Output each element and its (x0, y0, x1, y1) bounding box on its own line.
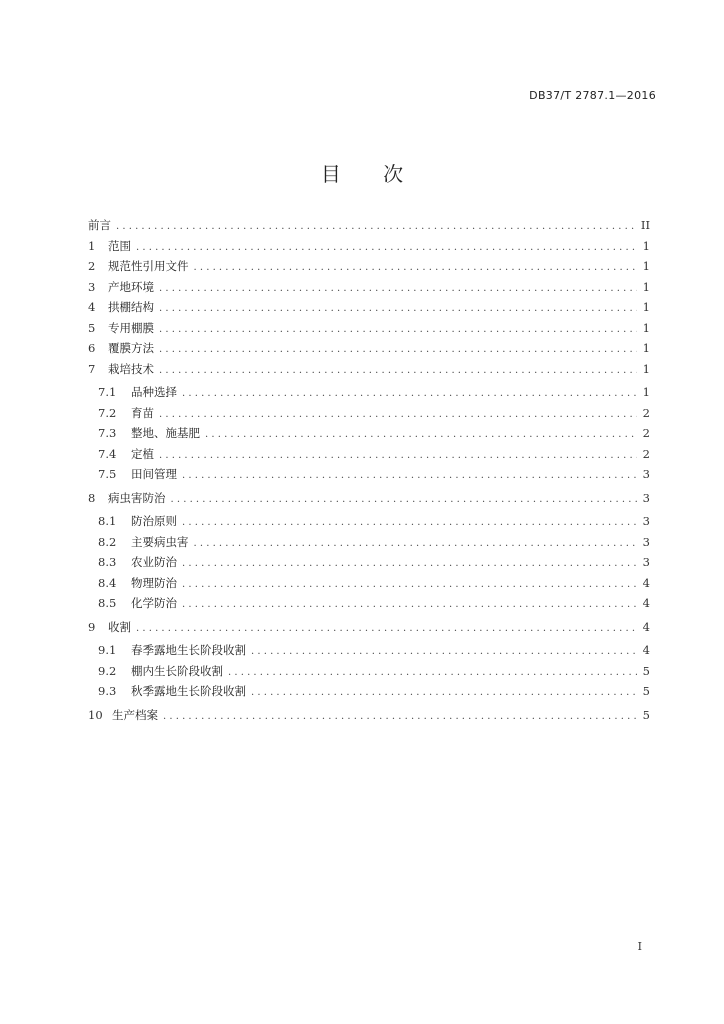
toc-entry-label: 品种选择 (131, 385, 177, 399)
document-code: DB37/T 2787.1—2016 (529, 89, 656, 102)
toc-entry-page: 4 (642, 643, 650, 657)
toc-entry-page: 1 (642, 361, 650, 376)
toc-entry-number: 7.3 (98, 426, 117, 440)
toc-leader-dots (159, 446, 637, 467)
toc-entry-page: 2 (642, 426, 650, 440)
toc-entry[interactable] (88, 464, 650, 485)
toc-entry[interactable] (88, 573, 650, 594)
toc-leader-dots (171, 490, 638, 511)
toc-entry[interactable] (88, 661, 650, 682)
toc-leader-dots (251, 683, 637, 704)
table-of-contents (88, 215, 650, 725)
toc-entry-number: 8 (88, 490, 96, 505)
toc-entry-number: 8.2 (98, 534, 117, 549)
toc-entry-number: 8.4 (98, 575, 117, 590)
toc-entry-number: 7.4 (98, 446, 117, 461)
toc-leader-dots (182, 554, 637, 575)
toc-leader-dots (159, 340, 637, 361)
toc-entry-number: 9.3 (98, 684, 117, 698)
toc-entry-label: 产地环境 (108, 279, 154, 294)
toc-entry-page: 4 (642, 596, 650, 610)
toc-entry-page: 1 (642, 341, 650, 355)
toc-leader-dots (159, 405, 637, 426)
toc-entry-label: 防治原则 (131, 514, 177, 528)
toc-entry-number: 9 (88, 619, 96, 634)
toc-entry[interactable] (88, 617, 650, 638)
toc-entry[interactable] (88, 256, 650, 277)
toc-leader-dots (136, 238, 637, 259)
toc-entry-number: 4 (88, 300, 96, 314)
toc-entry-label: 棚内生长阶段收割 (131, 663, 223, 678)
toc-entry-number: 6 (88, 341, 96, 355)
toc-entry-number: 7.1 (98, 385, 117, 399)
page-number: I (637, 940, 642, 953)
toc-entry[interactable] (88, 705, 650, 726)
toc-leader-dots (228, 663, 637, 684)
toc-leader-dots (159, 361, 637, 382)
toc-leader-dots (159, 299, 637, 320)
toc-entry-number: 7 (88, 361, 96, 376)
toc-leader-dots (159, 279, 637, 300)
toc-leader-dots (159, 320, 637, 341)
toc-entry-label: 定植 (131, 446, 154, 461)
toc-entry-label: 物理防治 (131, 575, 177, 590)
toc-entry-label: 主要病虫害 (131, 534, 189, 549)
toc-entry[interactable] (88, 593, 650, 614)
toc-leader-dots (194, 534, 638, 555)
toc-entry-label: 栽培技术 (108, 361, 154, 376)
toc-entry[interactable] (88, 318, 650, 339)
toc-entry-number: 2 (88, 259, 96, 273)
toc-entry-page: 5 (642, 684, 650, 698)
toc-entry-page: II (640, 218, 650, 232)
toc-entry-label: 春季露地生长阶段收割 (131, 643, 246, 657)
toc-entry-number: 5 (88, 320, 96, 335)
toc-entry-number: 8.1 (98, 514, 117, 528)
toc-entry-label: 拱棚结构 (108, 300, 154, 314)
toc-entry[interactable] (88, 532, 650, 553)
toc-entry-label: 范围 (108, 238, 131, 253)
toc-entry-number: 7.2 (98, 405, 117, 420)
toc-leader-dots (182, 513, 637, 534)
toc-entry-page: 5 (642, 707, 650, 722)
toc-leader-dots (182, 384, 637, 405)
toc-entry-page: 3 (642, 514, 650, 528)
toc-entry-page: 4 (642, 575, 650, 590)
toc-entry[interactable] (88, 640, 650, 661)
toc-leader-dots (136, 619, 637, 640)
toc-entry-page: 5 (642, 663, 650, 678)
toc-leader-dots (251, 642, 637, 663)
toc-entry-label: 田间管理 (131, 467, 177, 481)
toc-entry-page: 2 (642, 405, 650, 420)
toc-entry-page: 2 (642, 446, 650, 461)
toc-leader-dots (182, 466, 637, 487)
toc-entry-page: 3 (642, 490, 650, 505)
toc-entry-number: 3 (88, 279, 96, 294)
toc-leader-dots (163, 707, 637, 728)
toc-entry[interactable] (88, 215, 650, 236)
toc-entry-number: 10 (88, 707, 103, 722)
toc-entry-number: 8.3 (98, 555, 117, 569)
toc-entry-label: 收割 (108, 619, 131, 634)
toc-entry-number: 9.2 (98, 663, 117, 678)
toc-entry-page: 1 (642, 320, 650, 335)
toc-entry-label: 秋季露地生长阶段收割 (131, 684, 246, 698)
toc-entry[interactable] (88, 681, 650, 702)
toc-entry-label: 农业防治 (131, 555, 177, 569)
page-title: 目 次 (320, 162, 422, 186)
toc-entry-label: 规范性引用文件 (108, 259, 189, 273)
toc-entry[interactable] (88, 382, 650, 403)
toc-entry-label: 生产档案 (112, 707, 158, 722)
toc-leader-dots (205, 425, 637, 446)
toc-entry-number: 8.5 (98, 596, 117, 610)
toc-entry[interactable] (88, 552, 650, 573)
toc-entry[interactable] (88, 297, 650, 318)
toc-entry[interactable] (88, 444, 650, 465)
toc-entry-page: 3 (642, 534, 650, 549)
toc-entry-page: 4 (642, 619, 650, 634)
toc-entry-label: 育苗 (131, 405, 154, 420)
toc-entry-label: 专用棚膜 (108, 320, 154, 335)
toc-entry-page: 3 (642, 467, 650, 481)
toc-entry-page: 3 (642, 555, 650, 569)
toc-entry-number: 7.5 (98, 467, 117, 481)
toc-leader-dots (182, 575, 637, 596)
toc-entry-number: 1 (88, 238, 96, 253)
toc-entry-label: 覆膜方法 (108, 341, 154, 355)
toc-entry-page: 1 (642, 238, 650, 253)
toc-entry-label: 前言 (88, 218, 111, 232)
toc-entry[interactable] (88, 488, 650, 509)
toc-entry[interactable] (88, 403, 650, 424)
toc-entry[interactable] (88, 511, 650, 532)
toc-leader-dots (194, 258, 638, 279)
toc-leader-dots (116, 217, 636, 238)
toc-entry-page: 1 (642, 259, 650, 273)
toc-entry-page: 1 (642, 385, 650, 399)
toc-entry-page: 1 (642, 279, 650, 294)
toc-entry-label: 病虫害防治 (108, 490, 166, 505)
toc-entry[interactable] (88, 359, 650, 380)
toc-leader-dots (182, 595, 637, 616)
toc-entry[interactable] (88, 338, 650, 359)
toc-entry[interactable] (88, 277, 650, 298)
toc-entry-label: 整地、施基肥 (131, 426, 200, 440)
toc-entry[interactable] (88, 236, 650, 257)
toc-entry[interactable] (88, 423, 650, 444)
toc-entry-number: 9.1 (98, 643, 117, 657)
toc-entry-label: 化学防治 (131, 596, 177, 610)
toc-entry-page: 1 (642, 300, 650, 314)
